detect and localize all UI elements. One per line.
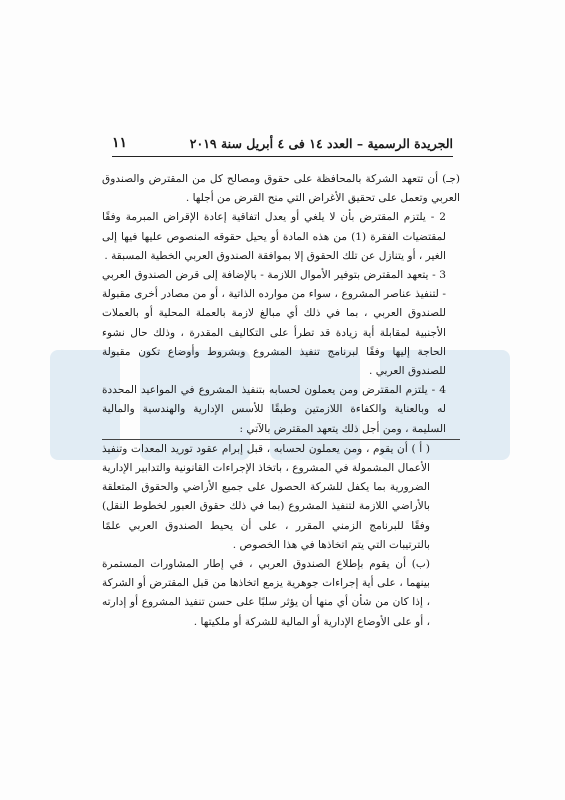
paragraph-3: 3 - يتعهد المقترض بتوفير الأموال اللازمة - بالإضافة إلى قرض الصندوق العربي - لتنفيذ عناصر المشروع ، سواء من موارده الذاتية ، أو من مصادر أخرى مقبولة للصندوق العربي ، بما في ذلك أي مبالغ لازمة بالعملة المحلية أو بالعملات الأجنبية لمقابلة أية زيادة قد تطرأ على التكاليف المقدرة ، وذلك حال نشوء الحاجة إليها وفقًا لبرنامج تنفيذ المشروع وبشروط وأوضاع تكون مقبولة للصندوق العربي . (102, 269, 446, 378)
header-rule (112, 156, 453, 157)
paragraph-c: (جـ) أن تتعهد الشركة بالمحافظة على حقوق ومصالح كل من المقترض والصندوق العربي وتعمل على تحقيق الأغراض التي منح القرض من أجلها . (102, 173, 460, 205)
document-body (102, 170, 460, 632)
paragraph-4: 4 - يلتزم المقترض ومن يعملون لحسابه بتنفيذ المشروع في المواعيد المحددة له وبالعناية والكفاءة اللازمتين وطبقًا للأسس الإدارية والهندسية والمالية السليمة ، ومن أجل ذلك يتعهد المقترض بالآتي : (102, 384, 446, 435)
paragraph-2: 2 - يلتزم المقترض بأن لا يلغي أو يعدل اتفاقية إعادة الإقراض المبرمة وفقًا لمقتضيات الفقرة (1) من هذه المادة أو يحيل حقوقه المنصوص عليها فيها إلى الغير ، أو يتنازل عن تلك الحقوق إلا بموافقة الصندوق العربي الخطية المسبقة . (102, 211, 446, 262)
header-title: الجريدة الرسمية – العدد ١٤ فى ٤ أبريل سنة ٢٠١٩ (189, 135, 453, 151)
page-number: ١١ (112, 135, 128, 151)
paragraph-a: ( أ ) أن يقوم ، ومن يعملون لحسابه ، قبل إبرام عقود توريد المعدات وتنفيذ الأعمال المشمولة في المشروع ، باتخاذ الإجراءات القانونية والتدابير الإدارية الضرورية بما يكفل للشركة الحصول على جميع الأراضي والحقوق المتعلقة بالأراضي اللازمة لتنفيذ المشروع (بما في ذلك حقوق العبور لخطوط النقل) وفقًا للبرنامج الزمني المقرر ، على أن يحيط الصندوق العربي علمًا بالترتيبات التي يتم اتخاذها في هذا الخصوص . (102, 442, 430, 551)
paragraph-b: (ب) أن يقوم بإطلاع الصندوق العربي ، في إطار المشاورات المستمرة بينهما ، على أية إجراءات جوهرية يزمع اتخاذها من قبل المقترض أو الشركة ، إذا كان من شأن أي منها أن يؤثر سلبًا على حسن تنفيذ المشروع أو إدارته ، أو على الأوضاع الإدارية أو المالية للشركة أو ملكيتها . (102, 558, 430, 628)
page-header (112, 132, 453, 154)
